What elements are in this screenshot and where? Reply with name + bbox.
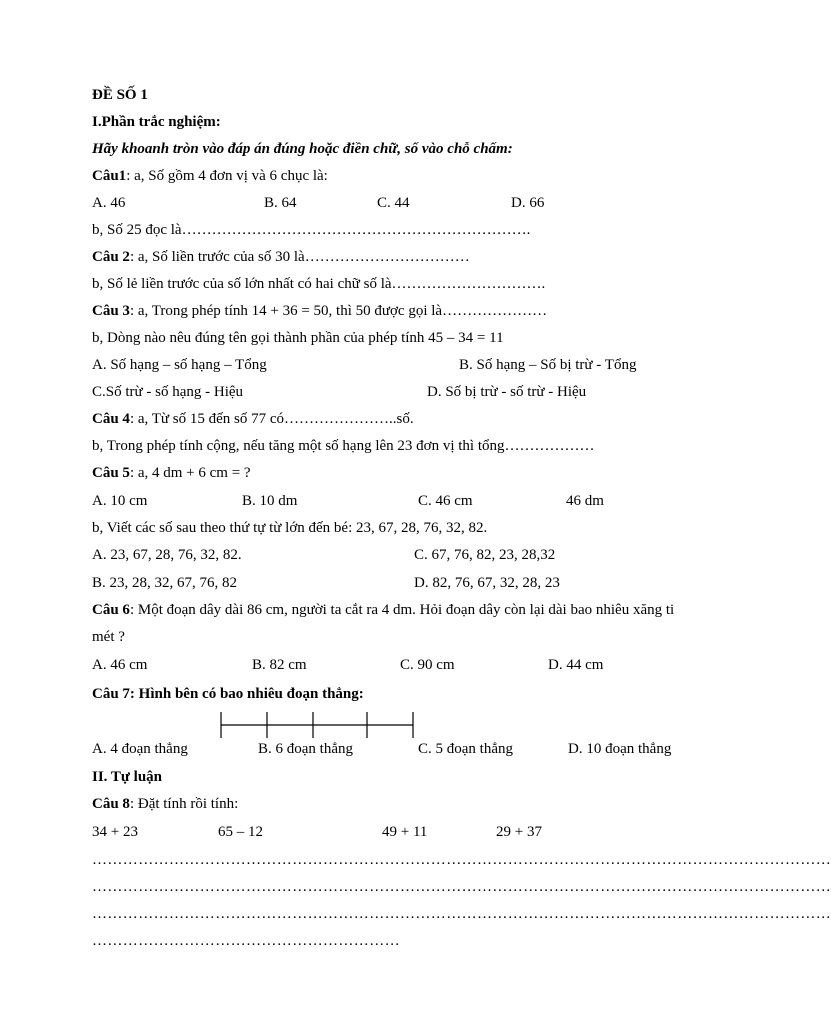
q6-label: Câu 6	[92, 602, 130, 618]
q7-option-b[interactable]: B. 6 đoạn thẳng	[258, 741, 353, 757]
q3-a	[92, 302, 547, 320]
q7-option-a[interactable]: A. 4 đoạn thẳng	[92, 741, 188, 757]
q3-option-d[interactable]: D. Số bị trừ - số trừ - Hiệu	[427, 384, 587, 400]
q5-a	[92, 464, 251, 482]
q6-text-line1: : Một đoạn dây dài 86 cm, người ta cắt ra 4 dm. Hỏi đoạn dây còn lại dài bao nhiêu xăng ti	[129, 602, 675, 618]
q2-b: b, Số lẻ liền trước của số lớn nhất có hai chữ số là………………………….	[92, 276, 546, 292]
q6-option-c[interactable]: C. 90 cm	[400, 657, 455, 673]
q6-text	[92, 601, 674, 619]
q4-b: b, Trong phép tính cộng, nếu tăng một số hạng lên 23 đơn vị thì tổng………………	[92, 438, 595, 454]
q7-text: Câu 7: Hình bên có bao nhiêu đoạn thẳng:	[92, 686, 364, 702]
answer-dots-line-4[interactable]: ……………………………………………………	[92, 933, 400, 949]
q3-option-a[interactable]: A. Số hạng – số hạng – Tổng	[92, 357, 267, 373]
q3-b: b, Dòng nào nêu đúng tên gọi thành phần của phép tính 45 – 34 = 11	[92, 330, 504, 346]
q1-option-d[interactable]: D. 66	[511, 195, 545, 211]
q8-instruction: : Đặt tính rồi tính:	[129, 796, 239, 812]
q8-text	[92, 795, 238, 813]
q5-option-b[interactable]: B. 10 dm	[242, 493, 298, 509]
section1-heading: I.Phần trắc nghiệm:	[92, 114, 221, 130]
q6-option-b[interactable]: B. 82 cm	[252, 657, 307, 673]
q1-b: b, Số 25 đọc là…………………………………………………………….	[92, 222, 531, 238]
answer-dots-line-3[interactable]: ………………………………………………………………………………………………………………………………	[92, 906, 831, 922]
instruction: Hãy khoanh tròn vào đáp án đúng hoặc điền chữ, số vào chỗ chấm:	[92, 141, 513, 157]
q5-b-option-b[interactable]: B. 23, 28, 32, 67, 76, 82	[92, 575, 238, 591]
q5-a-text: : a, 4 dm + 6 cm = ?	[129, 465, 251, 481]
q8-label: Câu 8	[92, 796, 130, 812]
answer-dots-line-2[interactable]: ………………………………………………………………………………………………………………………………	[92, 879, 831, 895]
q5-b-option-a[interactable]: A. 23, 67, 28, 76, 32, 82.	[92, 547, 242, 563]
q1-option-b[interactable]: B. 64	[264, 195, 297, 211]
q5-option-a[interactable]: A. 10 cm	[92, 493, 148, 509]
q3-label: Câu 3	[92, 303, 130, 319]
q1-a-text: : a, Số gồm 4 đơn vị và 6 chục là:	[126, 168, 328, 184]
q3-option-c[interactable]: C.Số trừ - số hạng - Hiệu	[92, 384, 244, 400]
q8-expr-2: 65 – 12	[218, 824, 263, 840]
q4-a-text: : a, Từ số 15 đến số 77 có…………………..số.	[129, 411, 414, 427]
q4-label: Câu 4	[92, 411, 130, 427]
q1-option-c[interactable]: C. 44	[377, 195, 410, 211]
q8-expr-3: 49 + 11	[382, 824, 428, 840]
q2-a	[92, 248, 470, 266]
q8-expr-1: 34 + 23	[92, 824, 138, 840]
q5-b: b, Viết các số sau theo thứ tự từ lớn đến bé: 23, 67, 28, 76, 32, 82.	[92, 520, 488, 536]
q3-option-b[interactable]: B. Số hạng – Số bị trừ - Tổng	[459, 357, 637, 373]
q6-text-line2: mét ?	[92, 629, 125, 645]
q5-b-option-c[interactable]: C. 67, 76, 82, 23, 28,32	[414, 547, 556, 563]
q5-option-c[interactable]: C. 46 cm	[418, 493, 473, 509]
q8-expr-4: 29 + 37	[496, 824, 542, 840]
q5-option-d[interactable]: 46 dm	[566, 493, 604, 509]
q2-a-text: : a, Số liền trước của số 30 là……………………………	[129, 249, 470, 265]
q7-option-c[interactable]: C. 5 đoạn thẳng	[418, 741, 513, 757]
q1-option-a[interactable]: A. 46	[92, 195, 126, 211]
q5-b-option-d[interactable]: D. 82, 76, 67, 32, 28, 23	[414, 575, 560, 591]
q3-a-text: : a, Trong phép tính 14 + 36 = 50, thì 50 được gọi là…………………	[129, 303, 548, 319]
exam-title: ĐỀ SỐ 1	[92, 87, 148, 103]
q6-option-a[interactable]: A. 46 cm	[92, 657, 148, 673]
section2-heading: II. Tự luận	[92, 769, 163, 785]
q4-a	[92, 410, 414, 428]
q1-label: Câu1	[92, 168, 127, 184]
answer-dots-line-1[interactable]: ………………………………………………………………………………………………………………………………	[92, 852, 831, 868]
segment-figure	[214, 708, 420, 738]
q6-option-d[interactable]: D. 44 cm	[548, 657, 604, 673]
q7-option-d[interactable]: D. 10 đoạn thẳng	[568, 741, 672, 757]
q5-label: Câu 5	[92, 465, 130, 481]
q2-label: Câu 2	[92, 249, 130, 265]
q1-a	[92, 167, 328, 185]
